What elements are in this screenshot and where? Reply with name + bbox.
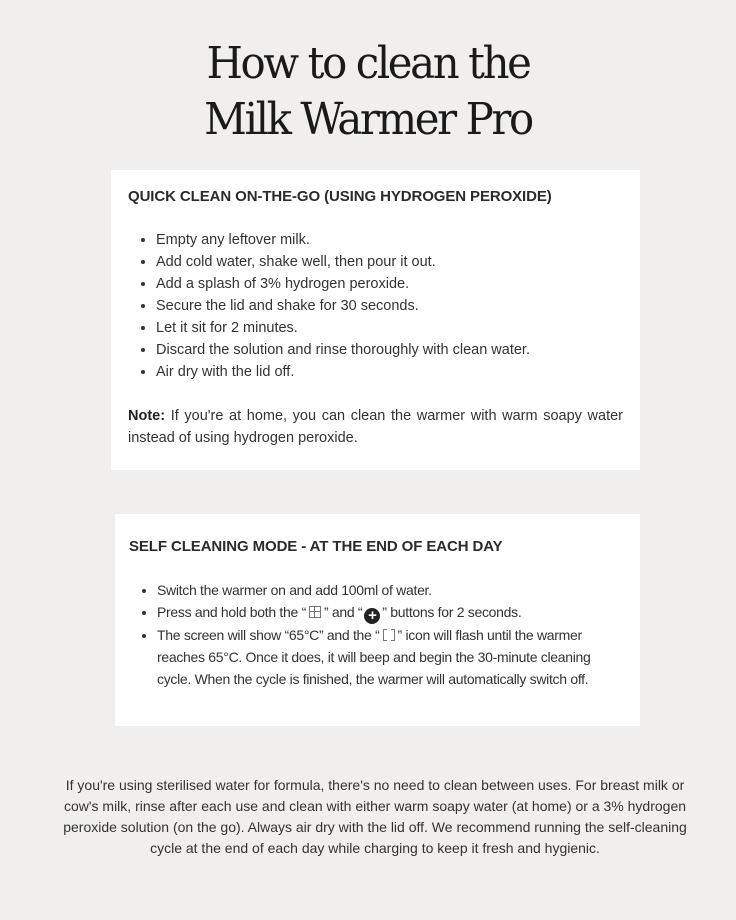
page-title xyxy=(18,36,717,148)
bracket-icon xyxy=(383,629,395,639)
list-item: • Switch the warmer on and add 100ml of water. xyxy=(157,579,626,601)
note-label: Note: xyxy=(128,408,166,424)
title-line-1: How to clean the xyxy=(206,38,530,89)
quick-clean-note xyxy=(128,405,623,449)
list-item: • Secure the lid and shake for 30 seconds. xyxy=(156,295,623,317)
list-item: • Empty any leftover milk. xyxy=(156,229,623,251)
footer-note: If you're using sterilised water for formula, there's no need to clean between uses. For breast milk or cow's milk, rinse after each use and clean with either warm soapy water (at home) or a 3% hydrogen peroxide solution (on the go). Always air dry with the lid off. We recommend running the self-cleaning cycle at the end of each day while charging to keep it fresh and hygienic. xyxy=(63,777,687,856)
self-cleaning-card xyxy=(115,514,640,726)
self-cleaning-heading: SELF CLEANING MODE - AT THE END OF EACH DAY xyxy=(129,538,503,555)
list-item xyxy=(157,624,626,690)
step2-text-b: ” and “ xyxy=(323,604,363,620)
list-item xyxy=(157,601,626,624)
quick-clean-steps xyxy=(128,229,623,383)
list-item: • Add cold water, shake well, then pour it out. xyxy=(156,251,623,273)
title-line-2: Milk Warmer Pro xyxy=(204,94,532,145)
step2-text-c: ” buttons for 2 seconds. xyxy=(382,604,522,620)
self-cleaning-steps xyxy=(129,579,626,690)
step3-text-a: The screen will show “65°C” and the “ xyxy=(157,627,380,643)
step2-text-a: Press and hold both the “ xyxy=(157,604,306,620)
list-item: • Let it sit for 2 minutes. xyxy=(156,317,623,339)
grid-icon xyxy=(309,606,321,618)
list-item: • Discard the solution and rinse thoroughly with clean water. xyxy=(156,339,623,361)
quick-clean-card xyxy=(111,170,640,470)
quick-clean-heading: QUICK CLEAN ON-THE-GO (USING HYDROGEN PEROXIDE) xyxy=(128,188,552,205)
list-item: • Air dry with the lid off. xyxy=(156,361,623,383)
plus-circle-icon: + xyxy=(364,608,380,624)
step3-text-b: ” icon will flash until the warmer reaches 65°C. Once it does, it will beep and begin the 30-minute cleaning cycle. When the cycle is finished, the warmer will automatically switch off. xyxy=(157,627,591,687)
note-text: If you're at home, you can clean the warmer with warm soapy water instead of using hydrogen peroxide. xyxy=(128,408,623,446)
list-item: • Add a splash of 3% hydrogen peroxide. xyxy=(156,273,623,295)
